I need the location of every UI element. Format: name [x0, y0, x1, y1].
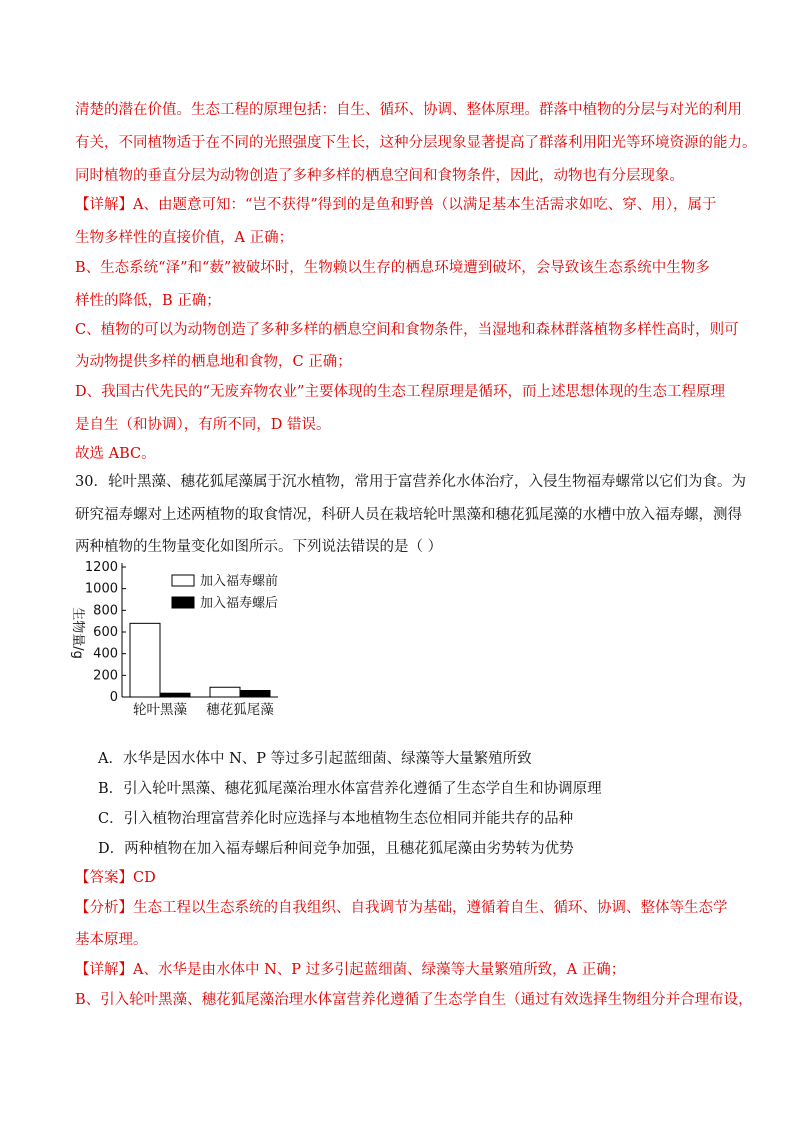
x-tick-label: 轮叶黑藻	[133, 702, 187, 718]
y-tick-label: 0	[109, 690, 118, 705]
bar-before	[130, 623, 160, 697]
detail-prev-line-8: 是自生（和协调），有所不同，D 错误。	[75, 417, 331, 433]
detail-prev-line-1: 【详解】A、由题意可知：“岂不获得”得到的是鱼和野兽（以满足基本生活需求如吃、穿、用），属于	[75, 197, 717, 213]
bar-after	[240, 691, 270, 698]
answer: 【答案】CD	[75, 870, 156, 886]
analysis-line-2: 基本原理。	[75, 932, 148, 948]
analysis-prev-line-2: 有关，不同植物适于在不同的光照强度下生长，这种分层现象显著提高了群落利用阳光等环境资源的能力。	[75, 135, 757, 151]
analysis-line-1: 【分析】生态工程以生态系统的自我组织、自我调节为基础，遵循着自生、循环、协调、整体等生态学	[75, 900, 728, 916]
detail-prev-line-3: B、生态系统“泽”和“薮”被破坏时，生物赖以生存的栖息环境遭到破坏，会导致该生态系统中生物多	[75, 260, 710, 276]
y-tick-label: 400	[93, 646, 118, 662]
question-line-3: 两种植物的生物量变化如图所示。下列说法错误的是（ ）	[75, 539, 443, 555]
option-d: D．两种植物在加入福寿螺后种间竞争加强，且穗花狐尾藻由劣势转为优势	[98, 841, 574, 857]
conclusion-prev: 故选 ABC。	[75, 446, 156, 462]
detail-prev-line-6: 为动物提供多样的栖息地和食物，C 正确；	[75, 354, 352, 370]
y-tick-label: 800	[93, 603, 118, 619]
option-c: C．引入植物治理富营养化时应选择与本地植物生态位相同并能共存的品种	[98, 811, 574, 827]
detail-prev-line-2: 生物多样性的直接价值，A 正确；	[75, 230, 294, 246]
option-b: B．引入轮叶黑藻、穗花狐尾藻治理水体富营养化遵循了生态学自生和协调原理	[98, 781, 602, 797]
x-tick-label: 穗花狐尾藻	[206, 702, 274, 718]
biomass-bar-chart	[60, 555, 320, 725]
detail-line-2: B、引入轮叶黑藻、穗花狐尾藻治理水体富营养化遵循了生态学自生（通过有效选择生物组分并合理布设，	[75, 992, 753, 1008]
y-tick-label: 1000	[84, 581, 118, 597]
bar-before	[210, 687, 240, 697]
legend-label: 加入福寿螺后	[200, 596, 279, 611]
bars	[130, 623, 274, 718]
legend-swatch	[172, 597, 194, 608]
analysis-prev-line-3: 同时植物的垂直分层为动物创造了多种多样的栖息空间和食物条件，因此，动物也有分层现象。	[75, 168, 684, 184]
y-tick-label: 1200	[84, 560, 118, 575]
detail-prev-line-4: 样性的降低，B 正确；	[75, 293, 221, 309]
detail-line-1: 【详解】A、水华是由水体中 N、P 过多引起蓝细菌、绿藻等大量繁殖所致，A 正确；	[75, 962, 626, 978]
legend-label: 加入福寿螺前	[200, 574, 279, 589]
analysis-prev-line-1: 清楚的潜在价值。生态工程的原理包括：自生、循环、协调、整体原理。群落中植物的分层与对光的利用	[75, 102, 742, 118]
y-tick-label: 600	[93, 625, 118, 640]
legend	[172, 573, 278, 611]
y-axis-label: 生物量/g	[70, 607, 85, 659]
legend-swatch	[172, 575, 194, 586]
option-a: A．水华是因水体中 N、P 等过多引起蓝细菌、绿藻等大量繁殖所致	[98, 751, 532, 767]
y-tick-label: 200	[93, 668, 118, 684]
detail-prev-line-7: D、我国古代先民的“无废弃物农业”主要体现的生态工程原理是循环，而上述思想体现的生态工程原理	[75, 384, 725, 400]
detail-prev-line-5: C、植物的可以为动物创造了多种多样的栖息空间和食物条件，当湿地和森林群落植物多样性高时，则可	[75, 322, 739, 338]
question-line-2: 研究福寿螺对上述两植物的取食情况，科研人员在栽培轮叶黑藻和穗花狐尾藻的水槽中放入福寿螺，测得	[75, 507, 742, 523]
bar-after	[160, 693, 190, 697]
question-line-1: 30．轮叶黑藻、穗花狐尾藻属于沉水植物，常用于富营养化水体治疗，入侵生物福寿螺常以它们为食。为	[75, 474, 746, 490]
